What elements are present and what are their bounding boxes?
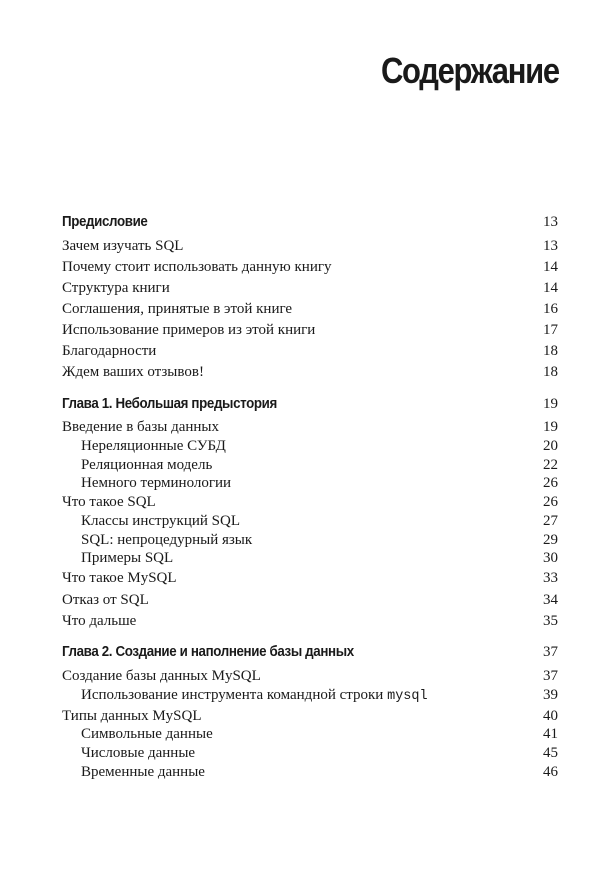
entry-page-number: 26 bbox=[543, 494, 558, 510]
entry-title-text: Создание базы данных MySQL bbox=[62, 668, 261, 684]
entry-title-text: Классы инструкций SQL bbox=[81, 513, 241, 529]
toc-entry bbox=[62, 590, 558, 610]
entry-title bbox=[62, 436, 226, 456]
toc-entry bbox=[62, 568, 558, 588]
toc-chapter-entry bbox=[62, 642, 558, 662]
entry-title bbox=[62, 394, 277, 414]
entry-title bbox=[62, 685, 428, 707]
entry-page-number: 40 bbox=[543, 708, 558, 724]
entry-title bbox=[62, 548, 173, 568]
toc-entry bbox=[62, 436, 558, 456]
entry-page-number: 35 bbox=[543, 613, 558, 629]
page-title: Содержание bbox=[381, 50, 559, 91]
toc-entry bbox=[62, 320, 558, 340]
entry-title-text: Что такое MySQL bbox=[62, 570, 177, 586]
entry-page-number: 14 bbox=[543, 280, 558, 296]
entry-title bbox=[62, 590, 149, 610]
entry-title bbox=[62, 299, 292, 319]
entry-title-text: Символьные данные bbox=[81, 726, 213, 742]
entry-title-text: SQL: непроцедурный язык bbox=[81, 532, 253, 548]
entry-page-number: 39 bbox=[543, 687, 558, 703]
toc-entry bbox=[62, 743, 558, 763]
entry-page-number: 13 bbox=[543, 238, 558, 254]
entry-title-text: Введение в базы данных bbox=[62, 419, 220, 435]
entry-title-text: Глава 2. Создание и наполнение базы данных bbox=[62, 644, 354, 660]
entry-title-text: Ждем ваших отзывов! bbox=[62, 364, 204, 380]
entry-page-number: 22 bbox=[543, 457, 558, 473]
entry-page-number: 18 bbox=[543, 364, 558, 380]
entry-title-text: Зачем изучать SQL bbox=[62, 238, 184, 254]
entry-page-number: 37 bbox=[543, 668, 558, 684]
entry-page-number: 20 bbox=[543, 438, 558, 454]
entry-title-text: Соглашения, принятые в этой книге bbox=[62, 301, 293, 317]
entry-title bbox=[62, 320, 315, 340]
entry-page-number: 30 bbox=[543, 550, 558, 566]
entry-page-number: 33 bbox=[543, 570, 558, 586]
entry-page-number: 18 bbox=[543, 343, 558, 359]
entry-page-number: 16 bbox=[543, 301, 558, 317]
toc-entry bbox=[62, 666, 558, 686]
entry-page-number: 19 bbox=[543, 396, 558, 412]
entry-page-number: 27 bbox=[543, 513, 558, 529]
entry-title bbox=[62, 236, 183, 256]
toc-entry bbox=[62, 706, 558, 726]
entry-page-number: 13 bbox=[543, 214, 558, 230]
toc-entry bbox=[62, 362, 558, 382]
entry-page-number: 19 bbox=[543, 419, 558, 435]
entry-title bbox=[62, 611, 136, 631]
entry-title-text: Типы данных MySQL bbox=[62, 708, 202, 724]
toc-entry bbox=[62, 341, 558, 361]
toc-entry bbox=[62, 548, 558, 568]
toc-entry bbox=[62, 473, 558, 493]
toc-entry bbox=[62, 257, 558, 277]
entry-title bbox=[62, 511, 240, 531]
entry-title bbox=[62, 706, 202, 726]
entry-title-text: Структура книги bbox=[62, 280, 170, 296]
entry-title bbox=[62, 642, 354, 662]
entry-title-text: Немного терминологии bbox=[81, 475, 232, 491]
toc-entry bbox=[62, 762, 558, 782]
entry-title-text: Нереляционные СУБД bbox=[81, 438, 226, 454]
entry-title bbox=[62, 455, 212, 475]
toc-chapter-entry bbox=[62, 212, 558, 232]
toc-entry bbox=[62, 511, 558, 531]
entry-page-number: 26 bbox=[543, 475, 558, 491]
entry-title bbox=[62, 362, 204, 382]
toc-entry bbox=[62, 417, 558, 437]
entry-title-text: Отказ от SQL bbox=[62, 592, 149, 608]
entry-title-text: Глава 1. Небольшая предыстория bbox=[62, 396, 277, 412]
entry-title bbox=[62, 473, 231, 493]
toc-entry bbox=[62, 236, 558, 256]
entry-page-number: 17 bbox=[543, 322, 558, 338]
entry-title bbox=[62, 762, 205, 782]
entry-title bbox=[62, 278, 170, 298]
entry-title bbox=[62, 743, 195, 763]
toc-entry bbox=[62, 455, 558, 475]
entry-page-number: 14 bbox=[543, 259, 558, 275]
entry-page-number: 46 bbox=[543, 764, 558, 780]
entry-title bbox=[62, 492, 156, 512]
entry-page-number: 37 bbox=[543, 644, 558, 660]
entry-title-text: Использование примеров из этой книги bbox=[62, 322, 316, 338]
toc-entry bbox=[62, 611, 558, 631]
entry-title bbox=[62, 724, 213, 744]
toc-chapter-entry bbox=[62, 394, 558, 414]
entry-title-text: Числовые данные bbox=[81, 745, 196, 761]
toc-entry bbox=[62, 299, 558, 319]
entry-title bbox=[62, 568, 177, 588]
entry-title bbox=[62, 530, 252, 550]
entry-title-text: Временные данные bbox=[81, 764, 205, 780]
entry-page-number: 29 bbox=[543, 532, 558, 548]
entry-title-text: Почему стоит использовать данную книгу bbox=[62, 259, 332, 275]
toc-entry bbox=[62, 685, 558, 705]
toc-entry bbox=[62, 724, 558, 744]
entry-code-text: mysql bbox=[387, 689, 428, 704]
entry-title bbox=[62, 417, 219, 437]
entry-title-text: Благодарности bbox=[62, 343, 157, 359]
toc-entry bbox=[62, 530, 558, 550]
entry-title-text: Что такое SQL bbox=[62, 494, 156, 510]
toc-entry bbox=[62, 492, 558, 512]
entry-title bbox=[62, 257, 332, 277]
entry-title-text: Примеры SQL bbox=[81, 550, 174, 566]
entry-title bbox=[62, 212, 147, 232]
toc-entry bbox=[62, 278, 558, 298]
entry-title-text: Предисловие bbox=[62, 214, 148, 230]
entry-page-number: 34 bbox=[543, 592, 558, 608]
entry-page-number: 41 bbox=[543, 726, 558, 742]
entry-title-text: Что дальше bbox=[62, 613, 137, 629]
entry-title bbox=[62, 341, 156, 361]
entry-title-text: Реляционная модель bbox=[81, 457, 213, 473]
entry-title-text: Использование инструмента командной строки bbox=[81, 687, 388, 703]
entry-title bbox=[62, 666, 261, 686]
entry-page-number: 45 bbox=[543, 745, 558, 761]
